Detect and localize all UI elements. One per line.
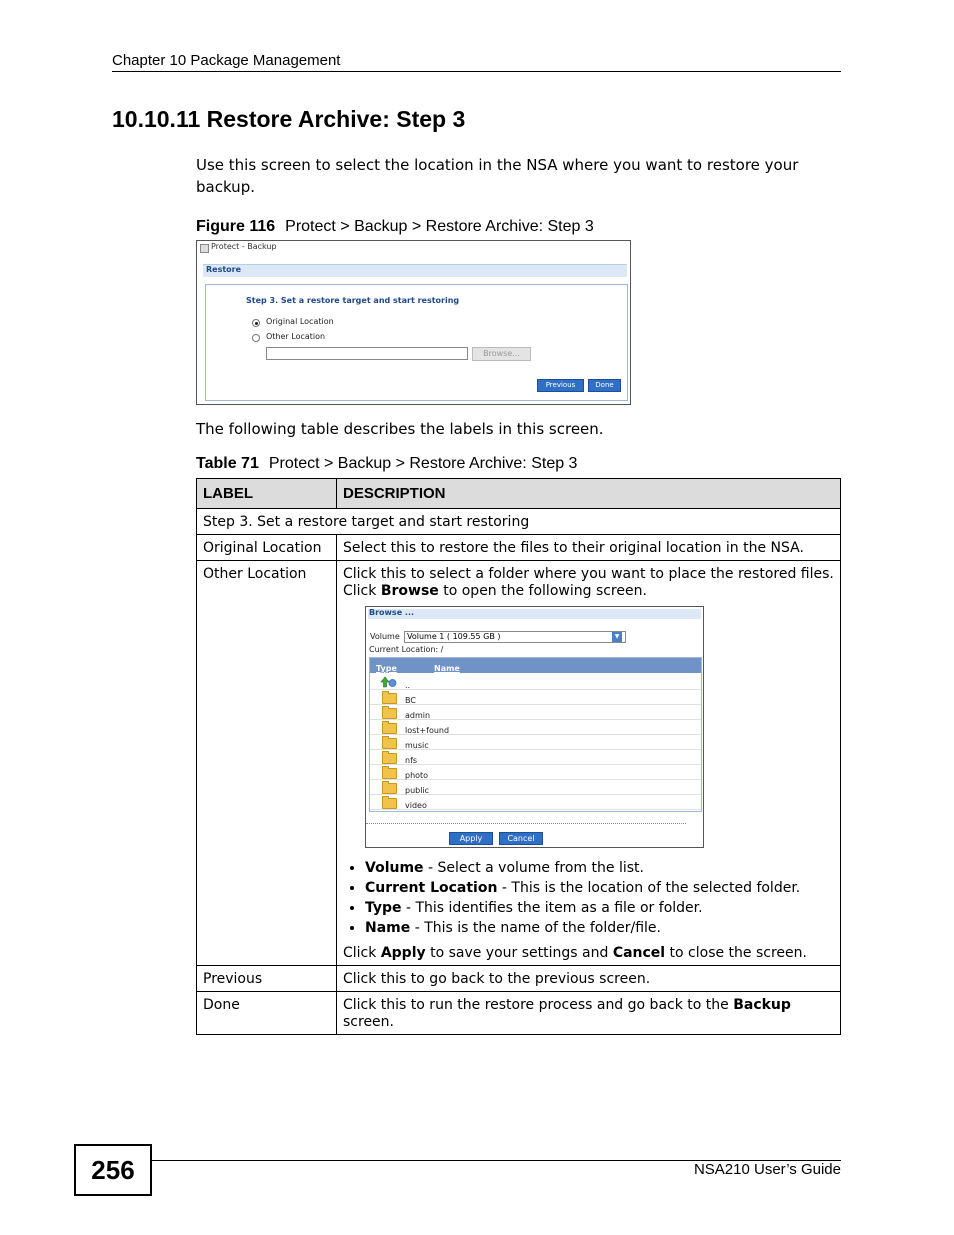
table-row [197,561,841,966]
folder-icon [382,723,397,734]
field-list [343,860,834,937]
bullet-term: Name [365,920,411,936]
folder-icon [382,798,397,809]
folder-icon [382,753,397,764]
note-text: Click [343,945,381,961]
bullet-text: - Select a volume from the list. [423,860,644,876]
bullet-text: - This identifies the item as a file or folder. [401,900,703,916]
folder-icon [382,708,397,719]
apply-cancel-note [343,945,834,962]
folder-name: photo [405,771,429,780]
row-description [337,561,841,966]
table-row [197,535,841,561]
name-column-header[interactable]: Name [434,664,460,673]
page-number: 256 [74,1144,152,1196]
list-item [365,920,834,937]
previous-button[interactable]: Previous [537,379,584,392]
folder-name: music [405,741,429,750]
other-desc-text-2: to open the following screen. [438,583,647,599]
other-location-input[interactable] [266,347,468,360]
folder-name: admin [405,711,431,720]
divider [366,823,686,824]
chevron-down-icon[interactable]: ▼ [612,632,622,642]
list-item[interactable] [370,705,701,720]
labels-table [196,478,841,1035]
restore-tab-bar [203,264,627,277]
list-item[interactable] [370,690,701,705]
figure-label: Figure 116 [196,218,276,235]
bullet-term: Volume [365,860,424,876]
intro-paragraph: Use this screen to select the location in the NSA where you want to restore your backup. [196,156,799,196]
list-item[interactable] [370,675,701,690]
row-description: Select this to restore the files to their original location in the NSA. [337,535,841,561]
figure-caption [196,218,594,236]
cancel-button[interactable]: Cancel [499,832,543,845]
step-title: Step 3. Set a restore target and start restoring [246,296,460,305]
list-item[interactable] [370,735,701,750]
table-caption-text: Protect > Backup > Restore Archive: Step 3 [268,455,578,472]
bullet-text: - This is the name of the folder/file. [410,920,661,936]
done-button[interactable]: Done [588,379,621,392]
folder-icon [382,768,397,779]
guide-title: NSA210 User’s Guide [693,1161,841,1178]
table-row [197,992,841,1035]
file-list-header [370,658,701,673]
note-text: to save your settings and [425,945,613,961]
section-title: 10.10.11 Restore Archive: Step 3 [112,106,466,132]
folder-name: public [405,786,430,795]
volume-select[interactable]: Volume 1 ( 109.55 GB ) [404,631,626,643]
folder-up-icon [380,676,397,688]
type-column-header[interactable]: Type [376,664,397,673]
original-location-radio[interactable] [252,319,260,327]
backup-term: Backup [733,997,791,1013]
folder-name: BC [405,696,416,705]
file-list [369,657,702,812]
header-rule [112,71,841,72]
other-location-label: Other Location [266,332,326,341]
table-intro: The following table describes the labels in this screen. [196,420,604,438]
bullet-term: Current Location [365,880,498,896]
note-text: to close the screen. [665,945,807,961]
folder-icon [382,783,397,794]
list-item[interactable] [370,780,701,795]
volume-label: Volume [370,632,400,641]
other-desc-text: Click this to select a folder where you want to place the restored files. Click [343,566,834,599]
row-label: Previous [197,966,337,992]
browse-title-bar [368,609,701,619]
other-location-radio[interactable] [252,334,260,342]
browse-screenshot [365,606,704,848]
done-desc-text: Click this to run the restore process and go back to the [343,997,734,1013]
row-label: Other Location [197,561,337,966]
item-name: .. [405,681,411,690]
list-item[interactable] [370,765,701,780]
table-caption [196,455,577,473]
table-row [197,509,841,535]
row-label: Original Location [197,535,337,561]
list-item [365,880,834,897]
running-header: Chapter 10 Package Management [112,52,341,69]
table-header-row [197,479,841,509]
row-description [337,992,841,1035]
apply-term: Apply [380,945,426,961]
folder-name: video [405,801,427,810]
label-column-header: LABEL [197,479,337,509]
list-item[interactable] [370,720,701,735]
list-item[interactable] [370,795,701,810]
bullet-term: Type [365,900,402,916]
folder-icon [382,693,397,704]
browse-title: Browse ... [369,608,415,617]
browse-term: Browse [380,583,439,599]
browse-button[interactable]: Browse... [472,347,531,361]
table-row [197,966,841,992]
folder-name: nfs [405,756,418,765]
row-description: Click this to go back to the previous screen. [337,966,841,992]
original-location-label: Original Location [266,317,334,326]
list-item [365,860,834,877]
restore-screenshot [196,240,631,405]
list-item [365,900,834,917]
row-label: Done [197,992,337,1035]
done-desc-text-2: screen. [343,1014,394,1030]
figure-caption-text: Protect > Backup > Restore Archive: Step 3 [285,218,594,235]
current-location: Current Location: / [369,645,444,654]
restore-panel [205,284,628,401]
bullet-text: - This is the location of the selected folder. [497,880,801,896]
page-icon [200,244,209,253]
folder-name: lost+found [405,726,450,735]
folder-icon [382,738,397,749]
step-row-cell: Step 3. Set a restore target and start restoring [197,509,841,535]
apply-button[interactable]: Apply [449,832,493,845]
table-label: Table 71 [196,455,259,472]
cancel-term: Cancel [612,945,666,961]
list-item[interactable] [370,750,701,765]
screen-breadcrumb: Protect - Backup [211,242,277,251]
tab-restore[interactable]: Restore [206,265,242,274]
description-column-header: DESCRIPTION [337,479,841,509]
